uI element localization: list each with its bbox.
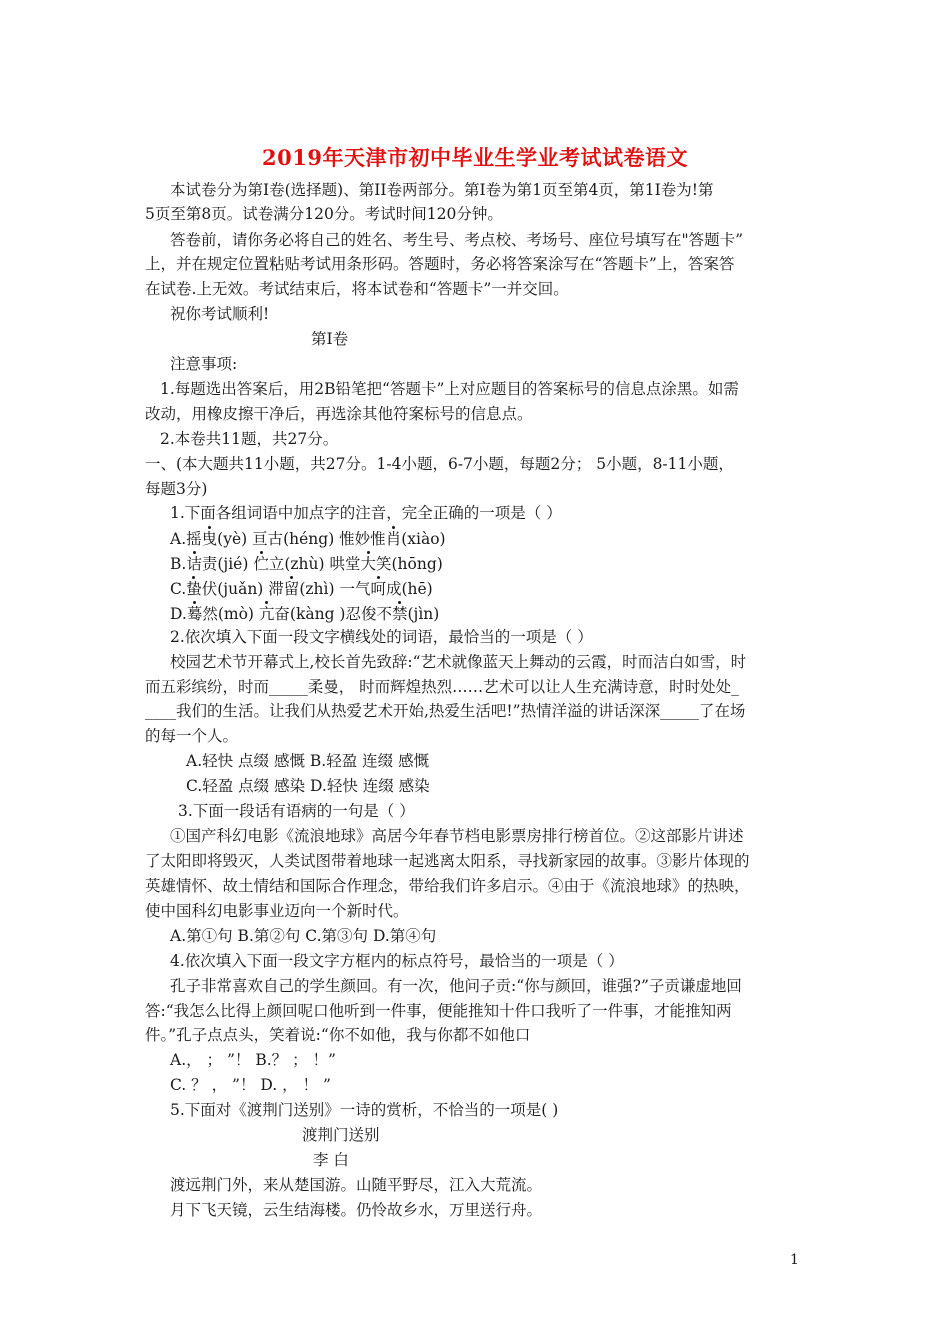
- question-2-passage-2: 而五彩缤纷，时而_____柔曼， 时而辉煌热烈……艺术可以让人生充满诗意，时时处处_: [145, 678, 739, 696]
- question-2-passage-4: 的每一个人。: [145, 727, 239, 745]
- intro-line-3: 答卷前，请你务必将自己的姓名、考生号、考点校、考场号、座位号填写在"答题卡”: [170, 231, 744, 249]
- notice-line-1: 1.每题选出答案后，用2B铅笔把“答题卡”上对应题目的答案标号的信息点涂黑。如需: [160, 380, 739, 398]
- part-one-line-2: 每题3分): [145, 480, 208, 498]
- document-title: 2019年天津市初中毕业生学业考试试卷语文: [262, 145, 688, 170]
- section-title: 第Ⅰ卷: [311, 330, 349, 348]
- question-3: 3.下面一段话有语病的一句是（ ）: [178, 802, 415, 820]
- question-2-options-ab: A.轻快 点缀 感慨 B.轻盈 连缀 感慨: [186, 752, 430, 770]
- intro-line-5: 在试卷.上无效。考试结束后，将本试卷和“答题卡”一并交回。: [145, 280, 569, 298]
- question-3-passage-3: 英雄情怀、故土情结和国际合作理念，带给我们许多启示。④由于《流浪地球》的热映，: [145, 877, 750, 895]
- question-3-passage-4: 使中国科幻电影事业迈向一个新时代。: [145, 902, 409, 920]
- question-4-passage-2: 答:“我怎么比得上颜回呢口他听到一件事，便能推知十件口我听了一件事，才能推知两: [145, 1002, 732, 1020]
- intro-line-4: 上，并在规定位置粘贴考试用条形码。答题时，务必将答案涂写在“答题卡”上，答案答: [145, 255, 735, 273]
- intro-line-2: 5页至第8页。试卷满分120分。考试时间120分钟。: [145, 205, 503, 223]
- question-3-options: A.第①句 B.第②句 C.第③句 D.第④句: [170, 927, 437, 945]
- question-1-option-c: C.蛰伏(juǎn) 滞留(zhì) 一气呵成(hē): [170, 580, 433, 598]
- poem-line-2: 月下飞天镜，云生结海楼。仍怜故乡水，万里送行舟。: [170, 1201, 543, 1219]
- notice-line-3: 2.本卷共11题，共27分。: [160, 430, 339, 448]
- question-4: 4.依次填入下面一段文字方框内的标点符号，最恰当的一项是（ ）: [170, 952, 624, 970]
- question-1-option-b: B.诘责(jié) 伫立(zhù) 哄堂大笑(hōng): [170, 555, 443, 573]
- question-2: 2.依次填入下面一段文字横线处的词语，最恰当的一项是（ ）: [170, 628, 593, 646]
- question-1: 1.下面各组词语中加点字的注音，完全正确的一项是（ ）: [170, 504, 562, 522]
- part-one-line-1: 一、(本大题共11小题，共27分。1-4小题，6-7小题，每题2分； 5小题，8-11小题，: [145, 455, 734, 473]
- question-3-passage-1: ①国产科幻电影《流浪地球》高居今年春节档电影票房排行榜首位。②这部影片讲述: [170, 827, 744, 845]
- question-3-passage-2: 了太阳即将毁灭，人类试图带着地球一起逃离太阳系，寻找新家园的故事。③影片体现的: [145, 852, 750, 870]
- question-4-options-cd: C. ？ ， ”！ D. ， ！ ”: [170, 1076, 331, 1094]
- question-2-options-cd: C.轻盈 点缀 感染 D.轻快 连缀 感染: [186, 777, 430, 795]
- page-number: 1: [790, 1252, 799, 1268]
- question-4-passage-1: 孔子非常喜欢自己的学生颜回。有一次，他问子贡:“你与颜回，谁强?”子贡谦虚地回: [170, 977, 742, 995]
- question-5: 5.下面对《渡荆门送别》一诗的赏析，不恰当的一项是( ): [170, 1101, 559, 1119]
- question-1-option-d: D.蓦然(mò) 亢奋(kàng )忍俊不禁(jìn): [170, 605, 440, 623]
- notice-title: 注意事项:: [170, 355, 238, 373]
- poem-line-1: 渡远荆门外，来从楚国游。山随平野尽，江入大荒流。: [170, 1176, 543, 1194]
- poem-title: 渡荆门送别: [302, 1126, 380, 1144]
- question-4-options-ab: A.， ； ”！ B.？ ； ！”: [170, 1051, 336, 1069]
- poem-author: 李 白: [313, 1151, 349, 1169]
- question-4-passage-3: 件。”孔子点点头，笑着说:“你不如他，我与你都不如他口: [145, 1026, 531, 1044]
- notice-line-2: 改动，用橡皮擦干净后，再选涂其他符案标号的信息点。: [145, 405, 533, 423]
- question-1-option-a: A.摇曳(yè) 亘古(héng) 惟妙惟肖(xiào): [170, 530, 446, 548]
- wish-line: 祝你考试顺利!: [170, 305, 270, 323]
- question-2-passage-3: ____我们的生活。让我们从热爱艺术开始,热爱生活吧!”热情洋溢的讲话深深_____了在场: [145, 702, 746, 720]
- intro-line-1: 本试卷分为第Ⅰ卷(选择题)、第II卷两部分。第Ⅰ卷为第1页至第4页，第1I卷为!第: [170, 181, 714, 199]
- question-2-passage-1: 校园艺术节开幕式上,校长首先致辞:“艺术就像蓝天上舞动的云霞，时而洁白如雪，时: [170, 653, 747, 671]
